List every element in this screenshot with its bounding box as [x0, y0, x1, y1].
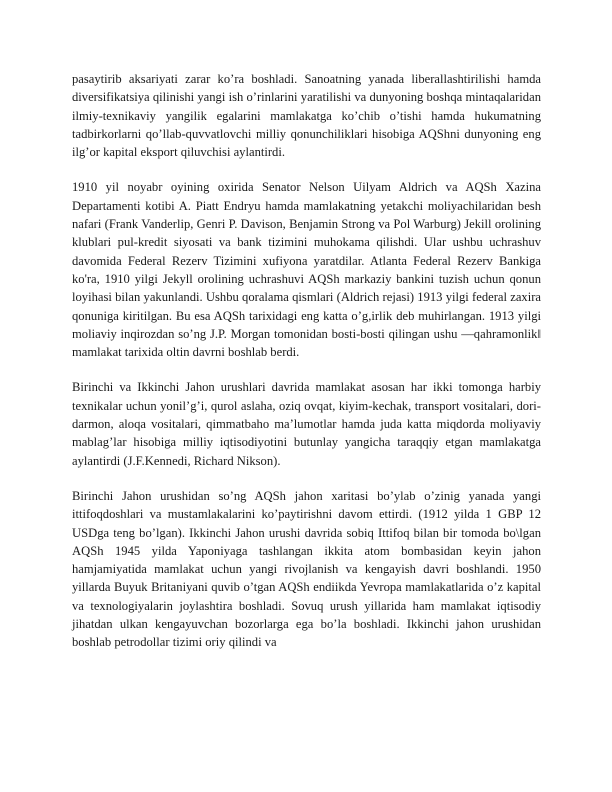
paragraph-3: Birinchi va Ikkinchi Jahon urushlari davrida mamlakat asosan har ikki tomonga harbiy texnikalar uchun yonil’g’i, qurol aslaha, oziq ovqat, kiyim-kechak, transport vositalari, dori-darmon, aloqa vositalari, qimmatbaho ma’lumotlar hamda juda katta miqdorda moliyaviy mablag’lar hisobiga milliy iqtisodiyotini butunlay yangicha taraqqiy etgan mamlakatga aylantirdi (J.F.Kennedi, Richard Nikson). [72, 380, 541, 468]
paragraph-4: Birinchi Jahon urushidan so’ng AQSh jahon xaritasi bo’ylab o’zinig yanada yangi ittifoqdoshlari va mustamlakalarini ko’paytirishni davom ettirdi. (1912 yilda 1 GBP 12 USDga teng bo’lgan). Ikkinchi Jahon urushi davrida sobiq Ittifoq bilan bir tomoda bo\lgan AQSh 1945 yilda Yaponiyaga tashlangan ikkita atom bombasidan keyin jahon hamjamiyatida mamlakat uchun yangi rivojlanish va kengayish davri boshlandi. 1950 yillarda Buyuk Britaniyani quvib o’tgan AQSh endiikda Yevropa mamlakatlarida o’z kapital va texnologiyalarin joylashtira boshladi. Sovuq urush yillarida ham mamlakat iqtisodiy jihatdan ulkan kengayuvchan bozorlarga ega bo’la boshladi. Ikkinchi jahon urushidan boshlab petrodollar tizimi oriy qilindi va [72, 488, 541, 650]
document-page [72, 70, 541, 652]
paragraph-2: 1910 yil noyabr oyining oxirida Senator Nelson Uilyam Aldrich va AQSh Xazina Departamenti kotibi A. Piatt Endryu hamda mamlakatning yetakchi moliyachilaridan besh nafari (Frank Vanderlip, Genri P. Davison, Benjamin Strong va Pol Warburg) Jekill orolining klublari pul-kredit siyosati va bank tizimini muhokama qilishdi. Ular ushbu uchrashuv davomida Federal Rezerv Tizimini xufiyona yaratdilar. Atlanta Federal Rezerv Bankiga ko'ra, 1910 yilgi Jekyll orolining uchrashuvi AQSh markaziy bankini tuzish uchun qonun loyihasi bilan yakunlandi. Ushbu qoralama qismlari (Aldrich rejasi) 1913 yilgi federal zaxira qonuniga kiritilgan. Bu esa AQSh tarixidagi eng katta o’g,irlik deb muhirlangan. 1913 yilgi moliaviy inqirozdan so’ng J.P. Morgan tomonidan bosti-bosti qilingan ushu ―qahramonlik‖ mamlakat tarixida oltin davrni boshlab berdi. [72, 180, 541, 360]
paragraph-1: pasaytirib aksariyati zarar ko’ra boshladi. Sanoatning yanada liberallashtirilishi hamda diversifikatsiya qilinishi yangi ish o’rinlarini yaratilishi va dunyoning boshqa mintaqalaridan ilmiy-texnikaviy yangilik egalarini mamlakatga ko’chib o’tishi hamda hukumatning tadbirkorlarni qo’llab-quvvatlovchi milliy qonunchiliklari hisobiga AQShni dunyoning eng ilg’or kapital eksport qiluvchisi aylantirdi. [72, 72, 541, 160]
